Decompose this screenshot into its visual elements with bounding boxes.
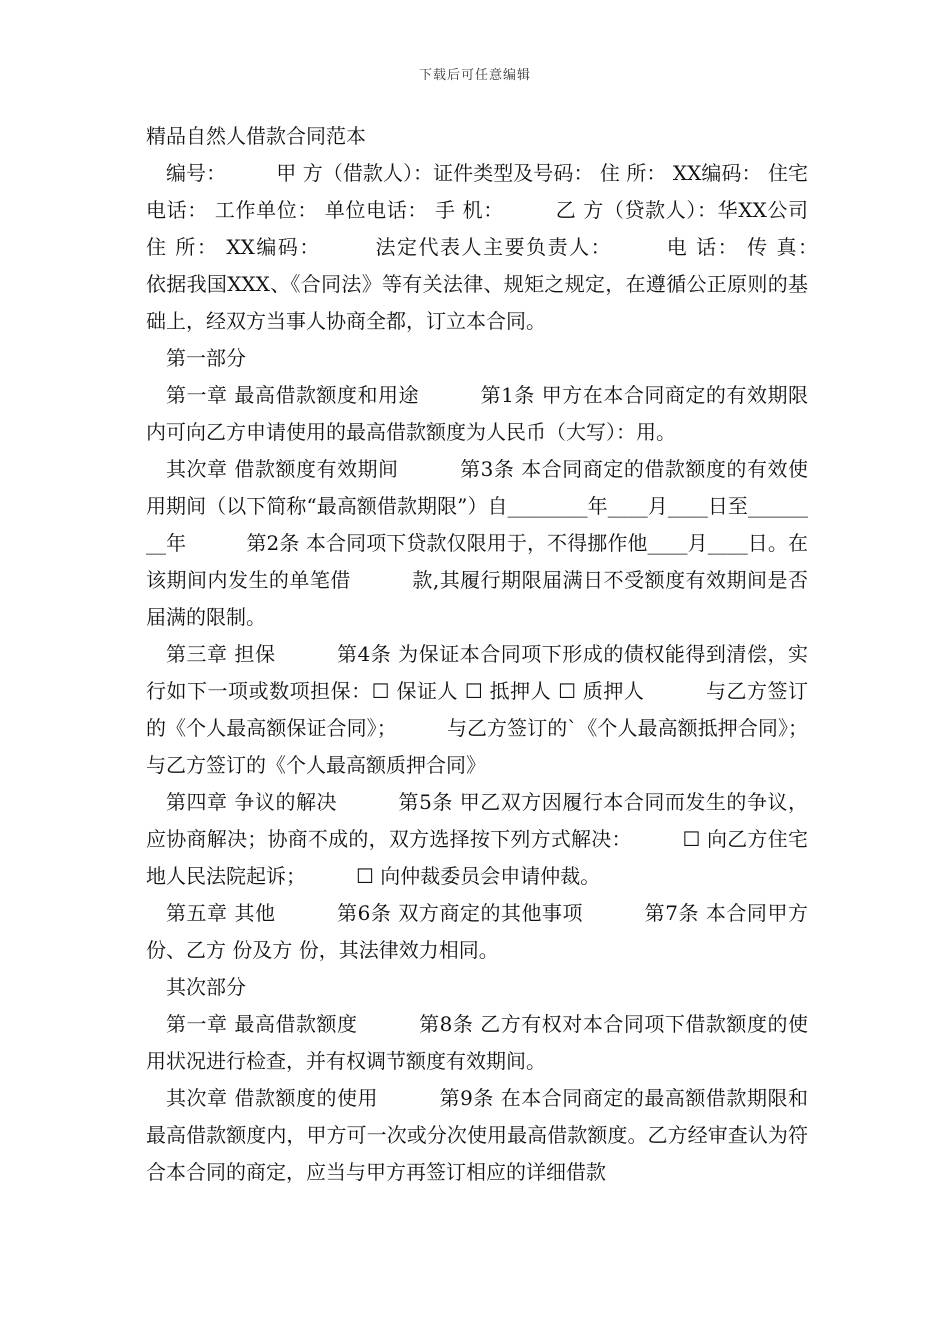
page-header-note: 下载后可任意编辑 xyxy=(418,68,531,83)
paragraph-chapter-2: 其次章 借款额度有效期间 第3条 本合同商定的借款额度的有效使用期间（以下简称“最高额借款期限”）自________年____月____日至________年 第2条 本合同项下贷款仅限用于，不得挪作他____月____日。在该期间内发生的单笔借 款,其履行期限届满日不受额度有效期间是否届满的限制。 xyxy=(146,457,808,629)
document-body xyxy=(146,118,868,1191)
paragraph-chapter-4: 第四章 争议的解决 第5条 甲乙双方因履行本合同而发生的争议，应协商解决；协商不成的，双方选择按下列方式解决： ☐ 向乙方住宅地人民法院起诉； ☐ 向仲裁委员会申请仲裁。 xyxy=(146,790,808,888)
paragraph-part-two-heading: 其次部分 xyxy=(166,975,246,999)
paragraph-chapter-5: 第五章 其他 第6条 双方商定的其他事项 第7条 本合同甲方 份、乙方 份及方 份，其法律效力相同。 xyxy=(146,901,808,962)
paragraph-part-two-chapter-1: 第一章 最高借款额度 第8条 乙方有权对本合同项下借款额度的使用状况进行检查，并有权调节额度有效期间。 xyxy=(146,1012,808,1073)
paragraph-parties: 编号： 甲 方（借款人）：证件类型及号码： 住 所： XX编码： 住宅电话： 工作单位： 单位电话： 手 机： 乙 方（贷款人）：华XX公司 住 所： XX编码： 法定代表人主要负责人： 电 话： 传 真： 依据我国XXX、《合同法》等有关法律、规矩之规定，在遵循公正原则的基础上，经双方当事人协商全都，订立本合同。 xyxy=(146,161,868,333)
document-title: 精品自然人借款合同范本 xyxy=(146,124,366,148)
paragraph-part-two-chapter-2: 其次章 借款额度的使用 第9条 在本合同商定的最高额借款期限和最高借款额度内，甲方可一次或分次使用最高借款额度。乙方经审查认为符合本合同的商定，应当与甲方再签订相应的详细借款 xyxy=(146,1086,808,1184)
paragraph-part-one-heading: 第一部分 xyxy=(166,346,246,370)
paragraph-chapter-1: 第一章 最高借款额度和用途 第1条 甲方在本合同商定的有效期限内可向乙方申请使用的最高借款额度为人民币（大写）：用。 xyxy=(146,383,808,444)
paragraph-chapter-3: 第三章 担保 第4条 为保证本合同项下形成的债权能得到清偿，实行如下一项或数项担保：☐ 保证人 ☐ 抵押人 ☐ 质押人 与乙方签订的《个人最高额保证合同》； 与乙方签订的`《个人最高额抵押合同》；与乙方签订的《个人最高额质押合同》 xyxy=(146,642,808,777)
